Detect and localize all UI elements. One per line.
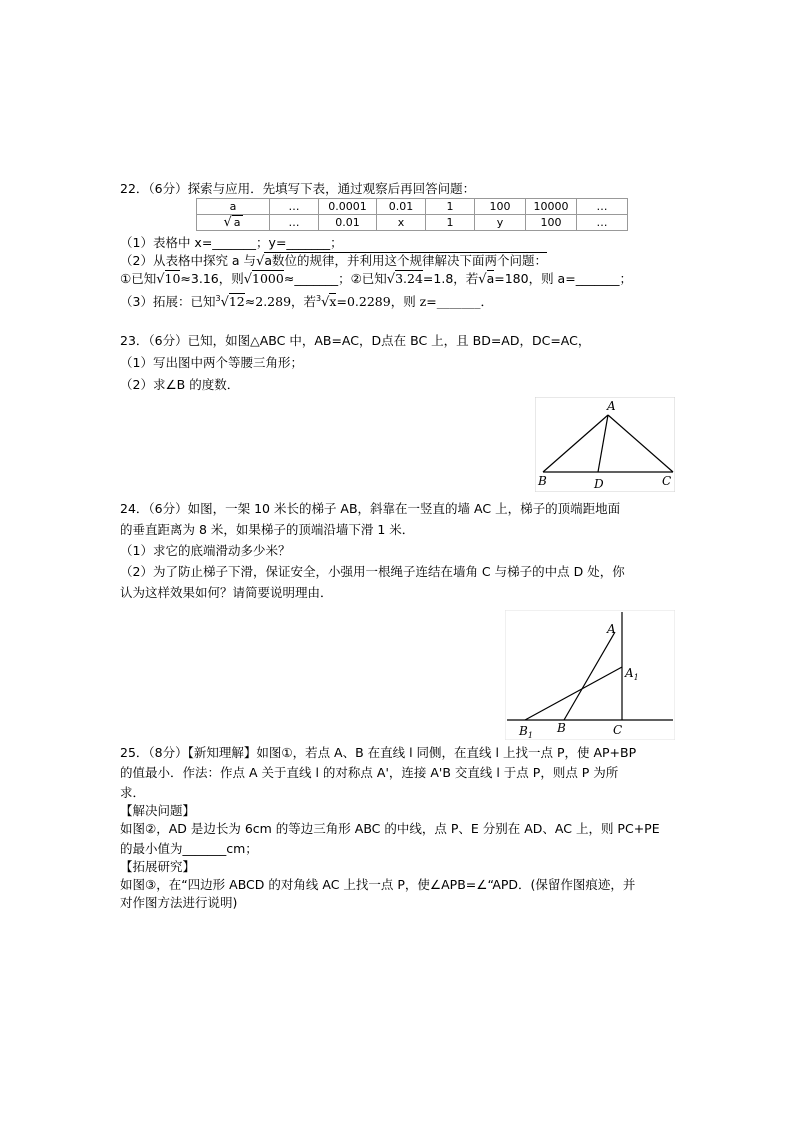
q25-line2: 的值最小．作法：作点 A 关于直线 l 的对称点 A'，连接 A'B 交直线 l 于点 P，则点 P 为所: [120, 765, 619, 780]
label-A1-letter: A: [625, 666, 634, 680]
text: ≈2.289，若: [244, 294, 317, 310]
label-B1-subscript: 1: [527, 731, 533, 740]
label-C: C: [613, 723, 623, 737]
q24-line2: 的垂直距离为 8 米，如果梯子的顶端沿墙下滑 1 米．: [120, 522, 415, 537]
q25-solve-heading: 【解决问题】: [120, 803, 196, 818]
q25-line5: 如图②，AD 是边长为 6cm 的等边三角形 ABC 的中线，点 P、E 分别在 AD、AC 上，则 PC+PE: [120, 821, 660, 836]
table-cell: 10000: [526, 199, 577, 215]
radicand: 1000: [252, 271, 284, 286]
table-cell: 0.0001: [319, 199, 377, 215]
text: （3）拓展：已知: [120, 294, 216, 310]
q22-part3: （3）拓展：已知$^3$√12≈2.289，若$^3$√x=0.2289，则 z=_______．: [120, 294, 493, 311]
label-B: B: [538, 474, 547, 488]
radicand: x: [329, 294, 337, 310]
q22-table: [196, 198, 628, 231]
q24-ladder-figure: [505, 610, 675, 740]
label-B: B: [557, 721, 566, 735]
q22-part1: （1）表格中 x=_______；y=_______；: [120, 235, 343, 250]
label-D: D: [594, 477, 604, 491]
root-index: 3: [215, 294, 221, 303]
label-A1: [624, 666, 639, 682]
ladder-AB: [564, 632, 615, 720]
q24-line1: 24．（6分）如图，一架 10 米长的梯子 AB，斜靠在一竖直的墙 AC 上，梯子的顶端距地面: [120, 501, 621, 516]
q23-triangle-figure: [535, 397, 675, 492]
q25-line9: 对作图方法进行说明): [120, 895, 238, 910]
label-A: A: [607, 399, 616, 413]
q24-line5: 认为这样效果如何？请简要说明理由．: [120, 585, 333, 600]
text: a数位的规律，并利用这个规律解决下面两个问题：: [264, 253, 548, 268]
text: ≈_______；②已知: [283, 271, 387, 286]
q23-line2: （1）写出图中两个等腰三角形；: [120, 355, 303, 370]
text: ①已知: [120, 271, 157, 286]
table-cell: y: [475, 215, 526, 231]
q25-line6: 的最小值为_______cm；: [120, 841, 258, 856]
label-A1-subscript: 1: [633, 673, 639, 682]
table-cell: 100: [526, 215, 577, 231]
table-cell: …: [577, 199, 628, 215]
radicand: a: [486, 271, 495, 286]
table-cell: 1: [426, 199, 475, 215]
table-row: [197, 215, 628, 231]
label-B1-letter: B: [519, 724, 528, 738]
text: =0.2289，则 z=_______．: [336, 294, 493, 310]
q24-line4: （2）为了防止梯子下滑，保证安全，小强用一根绳子连结在墙角 C 与梯子的中点 D 处，你: [120, 564, 625, 579]
table-cell: …: [270, 199, 319, 215]
ladder-A1B1: [525, 667, 622, 720]
q22-part2: （2）从表格中探究 a 与√a数位的规律，并利用这个规律解决下面两个问题：: [120, 253, 548, 269]
label-A: A: [607, 622, 616, 636]
table-cell: …: [577, 215, 628, 231]
radicand: 3.24: [395, 271, 423, 286]
q25-extend-heading: 【拓展研究】: [120, 859, 196, 874]
radicand: a: [233, 216, 241, 229]
table-cell: …: [270, 215, 319, 231]
q25-line8: 如图③，在“四边形 ABCD 的对角线 AC 上找一点 P，使∠APB=∠“APD．(保留作图痕迹，并: [120, 877, 636, 892]
table-row: [197, 199, 628, 215]
segment-AB: [543, 415, 608, 472]
q25-line3: 求．: [120, 785, 146, 800]
q23-line1: 23．（6分）已知，如图△ABC 中，AB=AC，D点在 BC 上，且 BD=AD，DC=AC，: [120, 333, 591, 348]
q25-line1: 25．（8分）【新知理解】如图①，若点 A、B 在直线 l 同侧，在直线 l 上找一点 P，使 AP+BP: [120, 745, 637, 760]
text: ≈3.16，则: [180, 271, 244, 286]
q24-line3: （1）求它的底端滑动多少米？: [120, 543, 291, 558]
table-cell: 100: [475, 199, 526, 215]
label-B1: [518, 724, 533, 740]
q22-header: 22．（6分）探索与应用．先填写下表，通过观察后再回答问题：: [120, 181, 476, 196]
segment-AC: [608, 415, 673, 472]
text: =1.8，若: [422, 271, 479, 286]
table-cell: 0.01: [319, 215, 377, 231]
table-cell: x: [377, 215, 426, 231]
radicand: 10: [164, 271, 181, 286]
table-cell: 1: [426, 215, 475, 231]
table-cell: √ a: [197, 215, 270, 231]
table-cell: 0.01: [377, 199, 426, 215]
label-C: C: [662, 474, 672, 488]
segment-AD: [598, 415, 608, 472]
q22-part2-problems: ①已知√10≈3.16，则√1000≈_______；②已知√3.24=1.8，若√a=180，则 a=_______；: [120, 271, 632, 287]
text: =180，则 a=_______；: [494, 271, 632, 286]
q23-line3: （2）求∠B 的度数．: [120, 377, 240, 392]
text: （2）从表格中探究 a 与: [120, 253, 257, 268]
table-cell: a: [197, 199, 270, 215]
radicand: 12: [228, 294, 245, 310]
